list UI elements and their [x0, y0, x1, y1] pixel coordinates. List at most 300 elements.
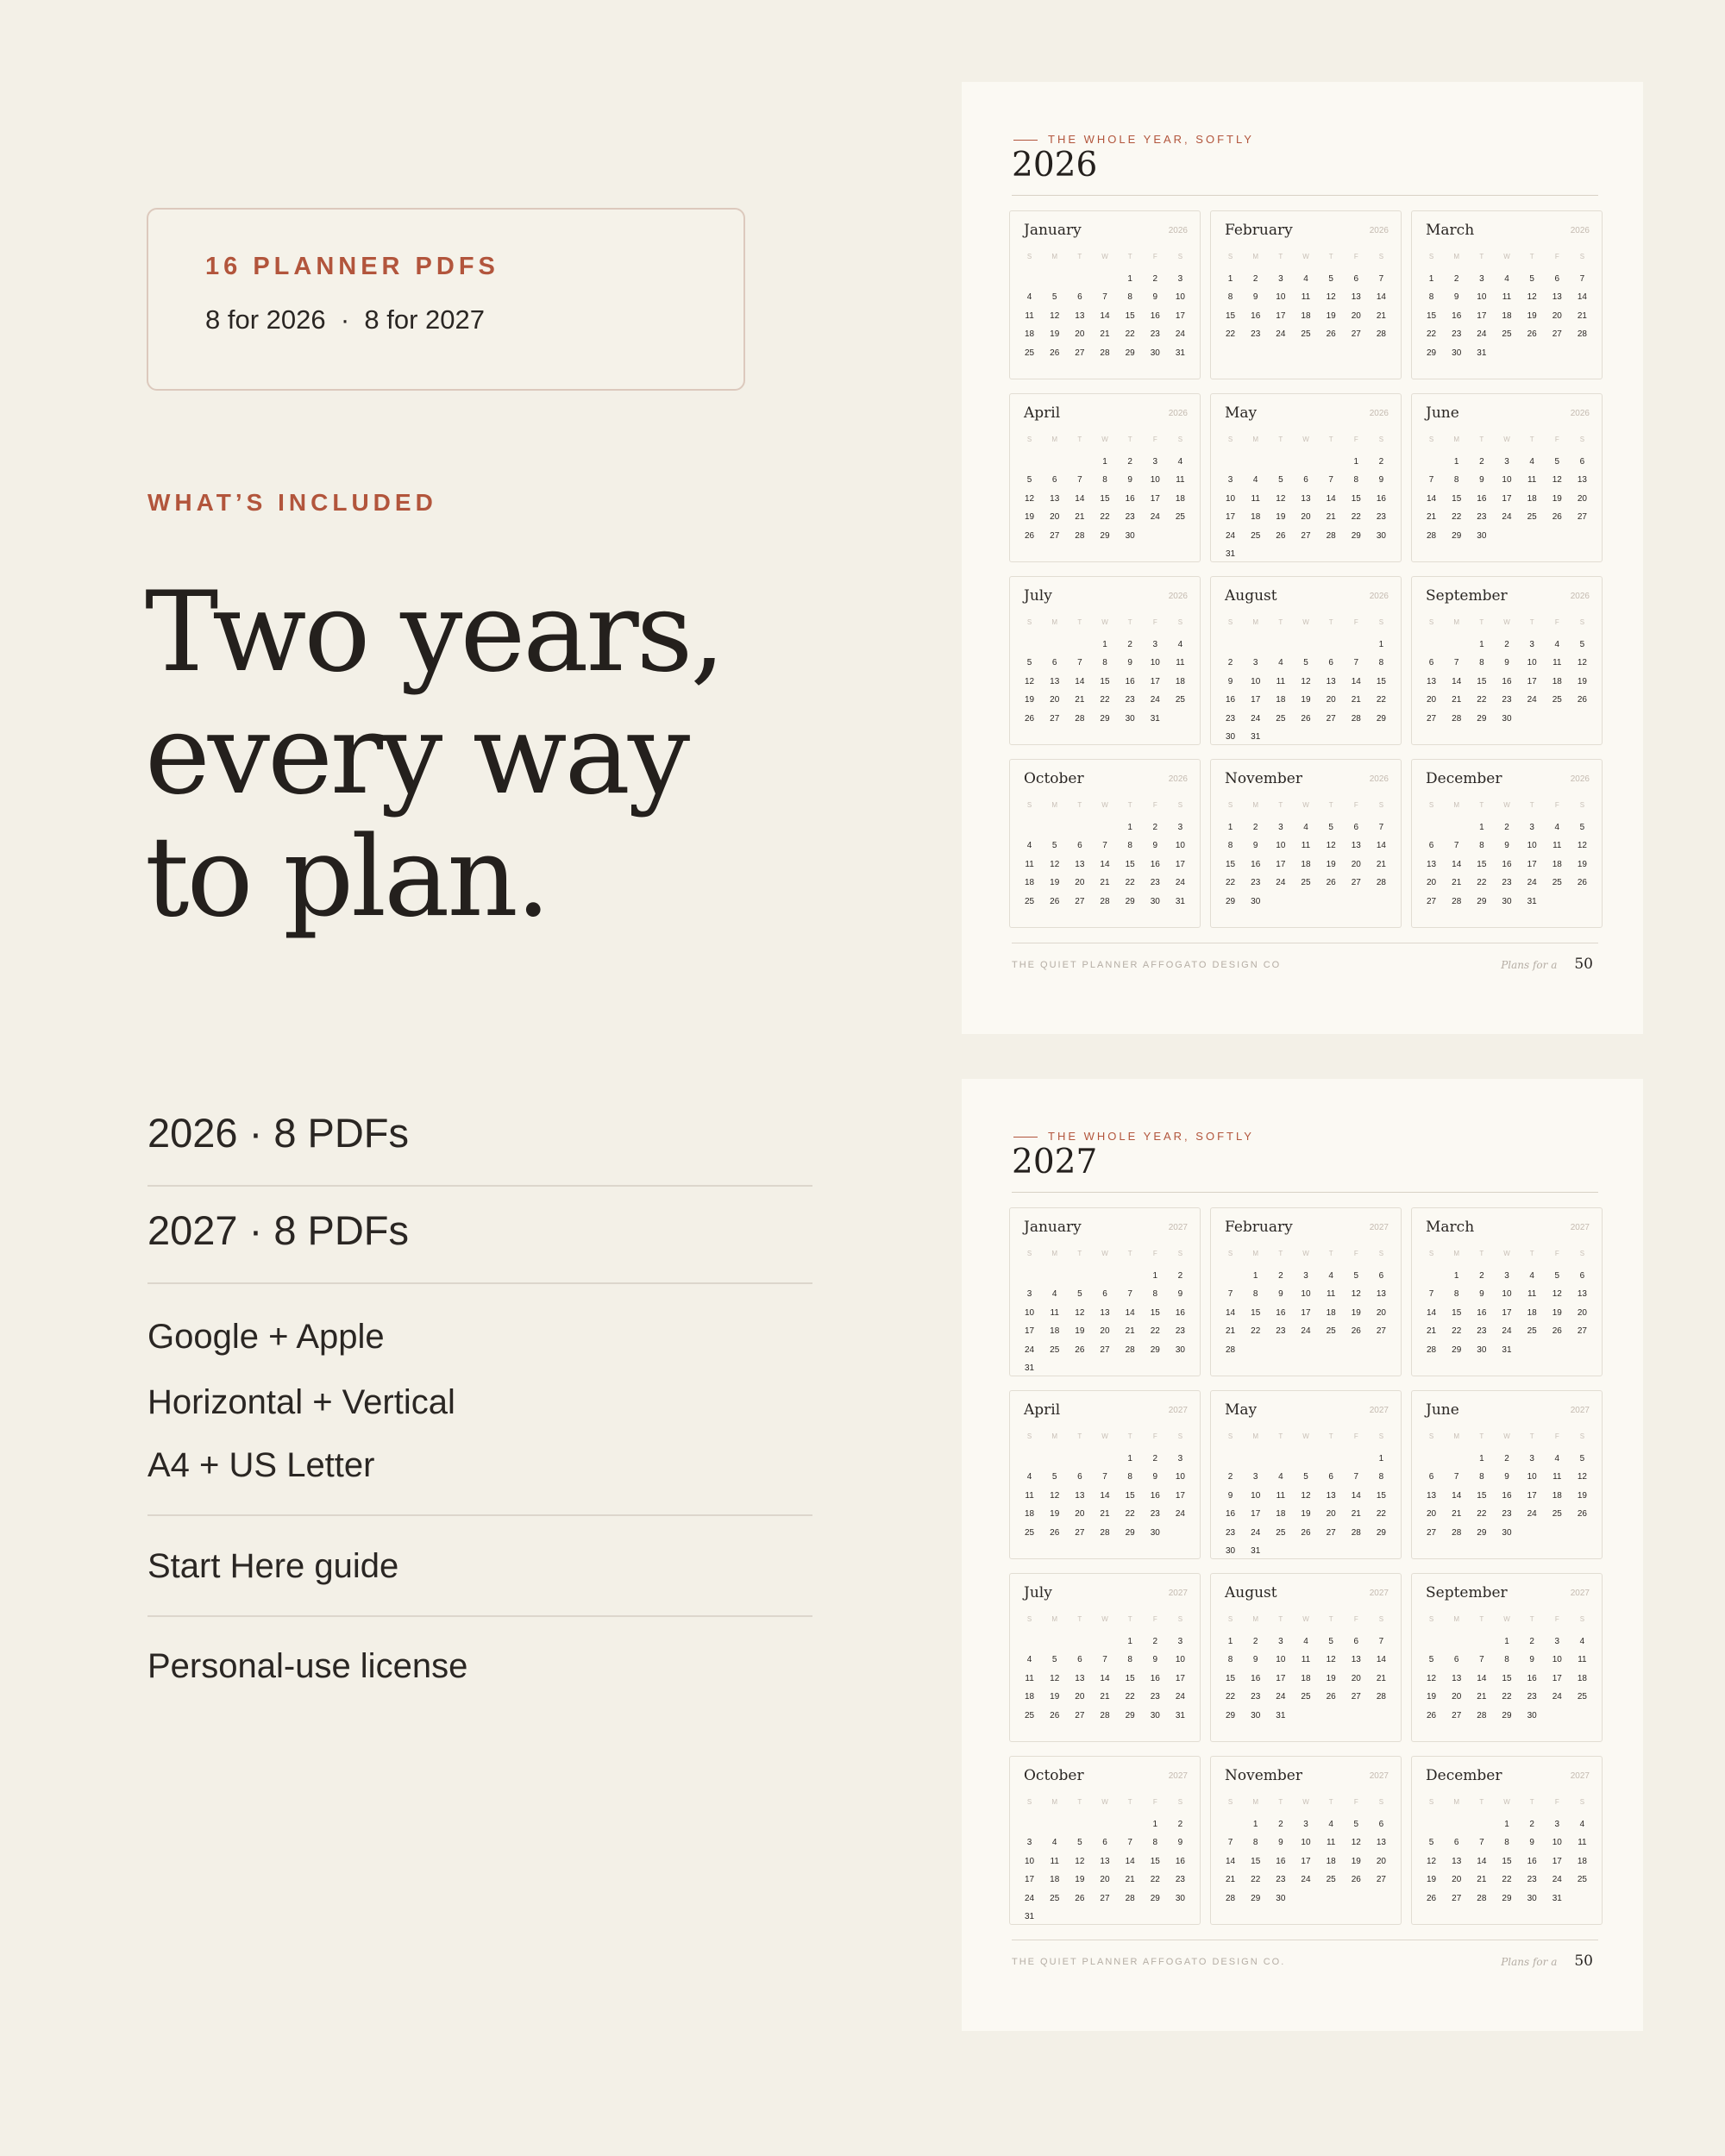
weekday-label: M — [1252, 436, 1259, 443]
day-cell: 28 — [1100, 1527, 1110, 1538]
day-cell: 26 — [1301, 1527, 1311, 1538]
day-cell: 25 — [1025, 896, 1035, 906]
day-cell: 22 — [1376, 695, 1386, 705]
day-cell: 4 — [1278, 1472, 1283, 1482]
day-cell: 8 — [1102, 658, 1107, 667]
day-cell: 8 — [1453, 475, 1459, 485]
day-cell: 22 — [1477, 1509, 1487, 1519]
weekday-label: M — [1051, 1615, 1058, 1623]
day-cell: 12 — [1050, 859, 1060, 869]
empty-day — [1017, 1450, 1042, 1469]
day-cell: 8 — [1479, 1472, 1484, 1482]
day-cell: 20 — [1427, 695, 1437, 705]
day-cell: 18 — [1175, 493, 1185, 504]
day-cell: 21 — [1351, 1509, 1361, 1519]
day-cell: 24 — [1527, 695, 1537, 705]
day-cell: 1 — [1453, 456, 1459, 467]
day-cell: 26 — [1577, 1509, 1587, 1519]
weekday-label: S — [1428, 1798, 1434, 1806]
day-cell: 14 — [1100, 310, 1110, 321]
day-grid — [1017, 617, 1193, 728]
weekday-label: F — [1554, 253, 1559, 260]
day-cell: 30 — [1125, 530, 1135, 541]
empty-day — [1419, 1633, 1444, 1651]
day-cell: 2 — [1278, 1819, 1283, 1829]
weekday-label: T — [1529, 1798, 1534, 1806]
month-card — [1411, 759, 1603, 928]
weekday-label: M — [1453, 253, 1460, 260]
day-cell: 14 — [1226, 1856, 1236, 1866]
day-cell: 27 — [1326, 713, 1336, 724]
headline — [145, 568, 766, 942]
day-cell: 12 — [1577, 1472, 1587, 1482]
day-cell: 16 — [1276, 1307, 1286, 1318]
weekday-label: F — [1152, 618, 1157, 626]
day-cell: 21 — [1452, 695, 1462, 705]
month-card — [1009, 1756, 1201, 1925]
day-cell: 28 — [1100, 348, 1110, 358]
day-cell: 24 — [1477, 329, 1487, 339]
day-cell: 23 — [1502, 878, 1512, 887]
day-cell: 17 — [1251, 695, 1261, 705]
day-cell: 14 — [1075, 493, 1085, 504]
empty-day — [1017, 1815, 1042, 1834]
day-cell: 20 — [1050, 512, 1060, 522]
weekday-label: W — [1503, 253, 1510, 260]
month-card — [1009, 1573, 1201, 1742]
day-cell: 14 — [1351, 676, 1361, 686]
day-cell: 11 — [1025, 310, 1034, 321]
day-cell: 4 — [1278, 658, 1283, 667]
weekday-label: T — [1479, 1250, 1484, 1257]
day-cell: 16 — [1175, 1307, 1185, 1318]
day-cell: 6 — [1579, 456, 1585, 467]
day-cell: 9 — [1152, 292, 1158, 302]
day-cell: 11 — [1502, 292, 1512, 302]
day-cell: 12 — [1075, 1856, 1085, 1866]
day-cell: 10 — [1150, 658, 1160, 667]
empty-day — [1092, 1267, 1117, 1286]
day-cell: 12 — [1025, 493, 1035, 504]
day-cell: 6 — [1453, 1655, 1459, 1664]
weekday-label: T — [1127, 436, 1132, 443]
day-cell: 13 — [1075, 1673, 1085, 1683]
weekday-label: T — [1278, 253, 1283, 260]
day-cell: 3 — [1479, 273, 1484, 284]
day-cell: 2 — [1529, 1819, 1534, 1829]
day-cell: 15 — [1477, 1490, 1487, 1501]
day-cell: 25 — [1050, 1893, 1060, 1903]
page-footer-tagline: Plans for a — [1501, 1956, 1558, 1968]
day-cell: 4 — [1579, 1819, 1585, 1829]
day-cell: 14 — [1427, 1307, 1437, 1318]
day-cell: 2 — [1453, 273, 1459, 284]
day-cell: 28 — [1100, 896, 1110, 906]
day-cell: 28 — [1125, 1344, 1135, 1355]
day-cell: 25 — [1025, 348, 1035, 358]
day-cell: 11 — [1552, 658, 1562, 667]
empty-day — [1444, 1450, 1469, 1469]
weekday-label: T — [1328, 801, 1333, 809]
headline-line-3: to plan. — [145, 813, 549, 942]
day-cell: 27 — [1452, 1710, 1462, 1720]
day-cell: 18 — [1050, 1875, 1060, 1884]
day-grid — [1419, 251, 1595, 362]
weekday-label: S — [1026, 1798, 1032, 1806]
day-cell: 2 — [1479, 456, 1484, 467]
day-cell: 10 — [1502, 475, 1512, 485]
month-card — [1009, 1207, 1201, 1376]
weekday-label: T — [1529, 801, 1534, 809]
day-cell: 15 — [1150, 1856, 1160, 1866]
day-cell: 14 — [1577, 292, 1587, 302]
day-cell: 27 — [1427, 896, 1437, 906]
day-cell: 25 — [1552, 878, 1562, 887]
weekday-label: T — [1278, 1250, 1283, 1257]
day-cell: 26 — [1276, 530, 1286, 541]
day-cell: 25 — [1175, 512, 1185, 522]
day-cell: 26 — [1577, 695, 1587, 705]
day-cell: 10 — [1175, 841, 1185, 850]
weekday-label: W — [1302, 253, 1309, 260]
day-cell: 27 — [1351, 878, 1361, 887]
empty-day — [1293, 636, 1318, 655]
day-cell: 2 — [1152, 822, 1158, 832]
day-cell: 10 — [1527, 841, 1537, 850]
day-cell: 19 — [1025, 512, 1035, 522]
day-cell: 21 — [1100, 878, 1110, 887]
day-cell: 30 — [1226, 1546, 1236, 1556]
month-name: October — [1024, 1767, 1084, 1784]
weekday-label: F — [1554, 1432, 1559, 1440]
day-cell: 11 — [1301, 1655, 1311, 1664]
day-cell: 8 — [1378, 1472, 1384, 1482]
weekday-label: S — [1579, 1798, 1585, 1806]
day-cell: 7 — [1127, 1838, 1132, 1847]
weekday-label: T — [1077, 1432, 1082, 1440]
day-cell: 17 — [1175, 1490, 1185, 1501]
month-year: 2027 — [1369, 1406, 1389, 1415]
month-year: 2027 — [1168, 1771, 1188, 1781]
day-cell: 15 — [1226, 310, 1236, 321]
section-eyebrow: WHAT’S INCLUDED — [147, 489, 437, 516]
day-cell: 1 — [1102, 639, 1107, 649]
weekday-label: S — [1227, 1798, 1233, 1806]
day-cell: 3 — [1177, 822, 1183, 832]
year-page-2027 — [962, 1079, 1643, 2031]
day-cell: 7 — [1479, 1655, 1484, 1664]
day-cell: 11 — [1025, 1490, 1034, 1501]
page-eyebrow: THE WHOLE YEAR, SOFTLY — [1013, 1130, 1254, 1143]
day-cell: 24 — [1527, 1509, 1537, 1519]
day-cell: 6 — [1428, 658, 1434, 667]
month-card — [1210, 1207, 1402, 1376]
day-cell: 12 — [1351, 1838, 1361, 1847]
weekday-label: F — [1353, 1432, 1358, 1440]
day-grid — [1017, 251, 1193, 362]
day-cell: 28 — [1452, 1527, 1462, 1538]
weekday-label: M — [1453, 1615, 1460, 1623]
day-cell: 18 — [1552, 859, 1562, 869]
day-cell: 24 — [1276, 1692, 1286, 1702]
day-cell: 11 — [1176, 658, 1185, 667]
empty-day — [1319, 1450, 1344, 1469]
day-cell: 22 — [1226, 329, 1236, 339]
day-cell: 30 — [1150, 348, 1160, 358]
month-name: April — [1024, 1401, 1061, 1419]
day-cell: 27 — [1075, 1710, 1085, 1720]
day-cell: 15 — [1452, 1307, 1462, 1318]
empty-day — [1218, 453, 1243, 472]
weekday-label: S — [1378, 1250, 1384, 1257]
day-cell: 26 — [1326, 329, 1336, 339]
month-year: 2026 — [1369, 774, 1389, 784]
day-cell: 17 — [1552, 1856, 1562, 1866]
weekday-label: M — [1252, 1432, 1259, 1440]
day-cell: 17 — [1502, 1307, 1512, 1318]
day-grid — [1017, 1614, 1193, 1725]
day-cell: 30 — [1502, 896, 1512, 906]
day-cell: 23 — [1376, 512, 1386, 522]
day-cell: 5 — [1303, 1472, 1308, 1482]
day-cell: 16 — [1251, 1673, 1261, 1683]
weekday-label: W — [1302, 1432, 1309, 1440]
day-cell: 30 — [1226, 732, 1236, 742]
day-cell: 29 — [1100, 530, 1110, 541]
day-cell: 15 — [1427, 310, 1437, 321]
day-cell: 16 — [1226, 695, 1236, 705]
day-cell: 18 — [1025, 329, 1035, 339]
day-cell: 8 — [1504, 1838, 1509, 1847]
feature-orientation: Horizontal + Vertical — [147, 1383, 455, 1421]
day-cell: 2 — [1252, 1636, 1258, 1646]
page-number: 50 — [1574, 1952, 1593, 1970]
day-cell: 4 — [1504, 273, 1509, 284]
day-cell: 29 — [1251, 1893, 1261, 1903]
day-cell: 31 — [1025, 1912, 1035, 1921]
day-cell: 21 — [1226, 1875, 1236, 1884]
day-cell: 16 — [1527, 1856, 1537, 1866]
day-cell: 16 — [1150, 1673, 1160, 1683]
weekday-label: T — [1077, 1615, 1082, 1623]
day-cell: 12 — [1301, 676, 1311, 686]
weekday-label: F — [1152, 1798, 1157, 1806]
day-cell: 21 — [1351, 695, 1361, 705]
month-name: September — [1426, 1584, 1508, 1601]
empty-day — [1092, 1450, 1117, 1469]
weekday-label: T — [1479, 1798, 1484, 1806]
day-cell: 9 — [1127, 475, 1132, 485]
day-cell: 31 — [1527, 896, 1537, 906]
day-cell: 26 — [1427, 1893, 1437, 1903]
day-cell: 2 — [1152, 273, 1158, 284]
day-cell: 4 — [1177, 639, 1183, 649]
day-cell: 21 — [1226, 1326, 1236, 1336]
month-year: 2027 — [1369, 1589, 1389, 1598]
day-cell: 12 — [1050, 1490, 1060, 1501]
month-name: March — [1426, 1219, 1475, 1236]
weekday-label: W — [1503, 1432, 1510, 1440]
weekday-label: S — [1428, 801, 1434, 809]
day-cell: 30 — [1452, 348, 1462, 358]
weekday-label: M — [1051, 1798, 1058, 1806]
weekday-label: F — [1353, 801, 1358, 809]
day-cell: 6 — [1051, 475, 1057, 485]
day-cell: 22 — [1427, 329, 1437, 339]
month-year: 2027 — [1570, 1223, 1590, 1232]
day-cell: 30 — [1477, 1344, 1487, 1355]
day-cell: 27 — [1452, 1893, 1462, 1903]
day-cell: 31 — [1025, 1363, 1035, 1373]
day-cell: 30 — [1175, 1344, 1185, 1355]
weekday-label: F — [1152, 253, 1157, 260]
day-cell: 23 — [1527, 1875, 1537, 1884]
day-cell: 9 — [1152, 841, 1158, 850]
day-cell: 13 — [1326, 676, 1336, 686]
day-cell: 22 — [1502, 1692, 1512, 1702]
day-cell: 16 — [1502, 676, 1512, 686]
day-cell: 19 — [1075, 1875, 1085, 1884]
day-cell: 3 — [1278, 1636, 1283, 1646]
day-cell: 13 — [1427, 859, 1437, 869]
weekday-label: W — [1101, 1250, 1108, 1257]
day-cell: 21 — [1100, 329, 1110, 339]
day-cell: 8 — [1504, 1655, 1509, 1664]
weekday-label: S — [1378, 801, 1384, 809]
weekday-label: F — [1152, 436, 1157, 443]
day-cell: 17 — [1226, 512, 1236, 522]
day-cell: 20 — [1075, 1509, 1085, 1519]
day-cell: 30 — [1251, 896, 1261, 906]
day-cell: 12 — [1427, 1673, 1437, 1683]
day-cell: 15 — [1125, 1673, 1135, 1683]
day-cell: 25 — [1552, 1509, 1562, 1519]
day-cell: 5 — [1051, 1655, 1057, 1664]
day-cell: 15 — [1477, 859, 1487, 869]
month-card — [1210, 210, 1402, 379]
day-cell: 29 — [1100, 713, 1110, 724]
day-cell: 28 — [1075, 713, 1085, 724]
day-cell: 3 — [1026, 1289, 1032, 1299]
empty-day — [1444, 1815, 1469, 1834]
day-cell: 19 — [1427, 1692, 1437, 1702]
day-cell: 5 — [1026, 658, 1032, 667]
empty-day — [1067, 1267, 1092, 1286]
day-cell: 2 — [1177, 1270, 1183, 1281]
month-grid — [1009, 210, 1603, 928]
day-cell: 15 — [1150, 1307, 1160, 1318]
day-grid — [1218, 1248, 1394, 1359]
empty-day — [1218, 1267, 1243, 1286]
day-cell: 4 — [1554, 639, 1560, 649]
month-year: 2026 — [1369, 592, 1389, 601]
month-card — [1009, 576, 1201, 745]
day-cell: 25 — [1251, 530, 1261, 541]
day-cell: 18 — [1577, 1856, 1587, 1866]
empty-day — [1092, 1633, 1117, 1651]
day-cell: 19 — [1552, 1307, 1562, 1318]
weekday-label: F — [1554, 618, 1559, 626]
day-cell: 9 — [1378, 475, 1384, 485]
day-cell: 27 — [1427, 713, 1437, 724]
day-cell: 16 — [1125, 676, 1135, 686]
empty-day — [1319, 636, 1344, 655]
day-cell: 27 — [1552, 329, 1562, 339]
day-cell: 9 — [1177, 1289, 1183, 1299]
day-cell: 6 — [1102, 1838, 1107, 1847]
day-cell: 24 — [1502, 1326, 1512, 1336]
day-cell: 4 — [1026, 841, 1032, 850]
day-cell: 15 — [1452, 493, 1462, 504]
weekday-label: W — [1101, 801, 1108, 809]
day-cell: 29 — [1477, 713, 1487, 724]
day-cell: 8 — [1453, 1289, 1459, 1299]
day-cell: 1 — [1252, 1819, 1258, 1829]
day-cell: 17 — [1527, 859, 1537, 869]
day-cell: 31 — [1175, 1710, 1185, 1720]
month-year: 2026 — [1570, 226, 1590, 235]
day-cell: 15 — [1226, 859, 1236, 869]
day-cell: 15 — [1125, 310, 1135, 321]
day-grid — [1017, 799, 1193, 911]
day-cell: 26 — [1577, 878, 1587, 887]
weekday-label: S — [1177, 1432, 1183, 1440]
day-cell: 31 — [1150, 713, 1160, 724]
month-name: April — [1024, 404, 1061, 422]
month-name: July — [1024, 587, 1052, 605]
weekday-label: M — [1252, 801, 1259, 809]
day-cell: 12 — [1050, 1673, 1060, 1683]
weekday-label: F — [1152, 801, 1157, 809]
empty-day — [1344, 636, 1369, 655]
day-cell: 20 — [1376, 1856, 1386, 1866]
weekday-label: S — [1026, 1615, 1032, 1623]
day-cell: 22 — [1226, 1692, 1236, 1702]
feature-2027-pdfs: 2027 · 8 PDFs — [147, 1207, 410, 1253]
weekday-label: T — [1479, 436, 1484, 443]
day-cell: 9 — [1227, 676, 1233, 686]
day-cell: 27 — [1351, 329, 1361, 339]
day-cell: 19 — [1527, 310, 1537, 321]
day-cell: 16 — [1251, 859, 1261, 869]
day-cell: 14 — [1351, 1490, 1361, 1501]
day-cell: 1 — [1378, 639, 1384, 649]
day-cell: 12 — [1326, 1655, 1336, 1664]
day-cell: 4 — [1303, 1636, 1308, 1646]
day-cell: 10 — [1276, 292, 1286, 302]
weekday-label: M — [1453, 1250, 1460, 1257]
day-cell: 13 — [1376, 1838, 1386, 1847]
day-cell: 7 — [1353, 658, 1359, 667]
day-cell: 6 — [1428, 841, 1434, 850]
day-cell: 16 — [1226, 1509, 1236, 1519]
day-cell: 21 — [1477, 1692, 1487, 1702]
month-card — [1210, 1390, 1402, 1559]
day-cell: 15 — [1125, 1490, 1135, 1501]
day-cell: 21 — [1427, 512, 1437, 522]
month-name: May — [1225, 1401, 1258, 1419]
day-cell: 16 — [1251, 310, 1261, 321]
weekday-label: S — [1378, 436, 1384, 443]
day-cell: 12 — [1326, 292, 1336, 302]
day-cell: 10 — [1477, 292, 1487, 302]
month-name: August — [1225, 1584, 1277, 1601]
day-cell: 16 — [1276, 1856, 1286, 1866]
day-cell: 8 — [1252, 1289, 1258, 1299]
day-cell: 3 — [1504, 1270, 1509, 1281]
day-cell: 31 — [1251, 732, 1261, 742]
day-cell: 22 — [1125, 1692, 1135, 1702]
